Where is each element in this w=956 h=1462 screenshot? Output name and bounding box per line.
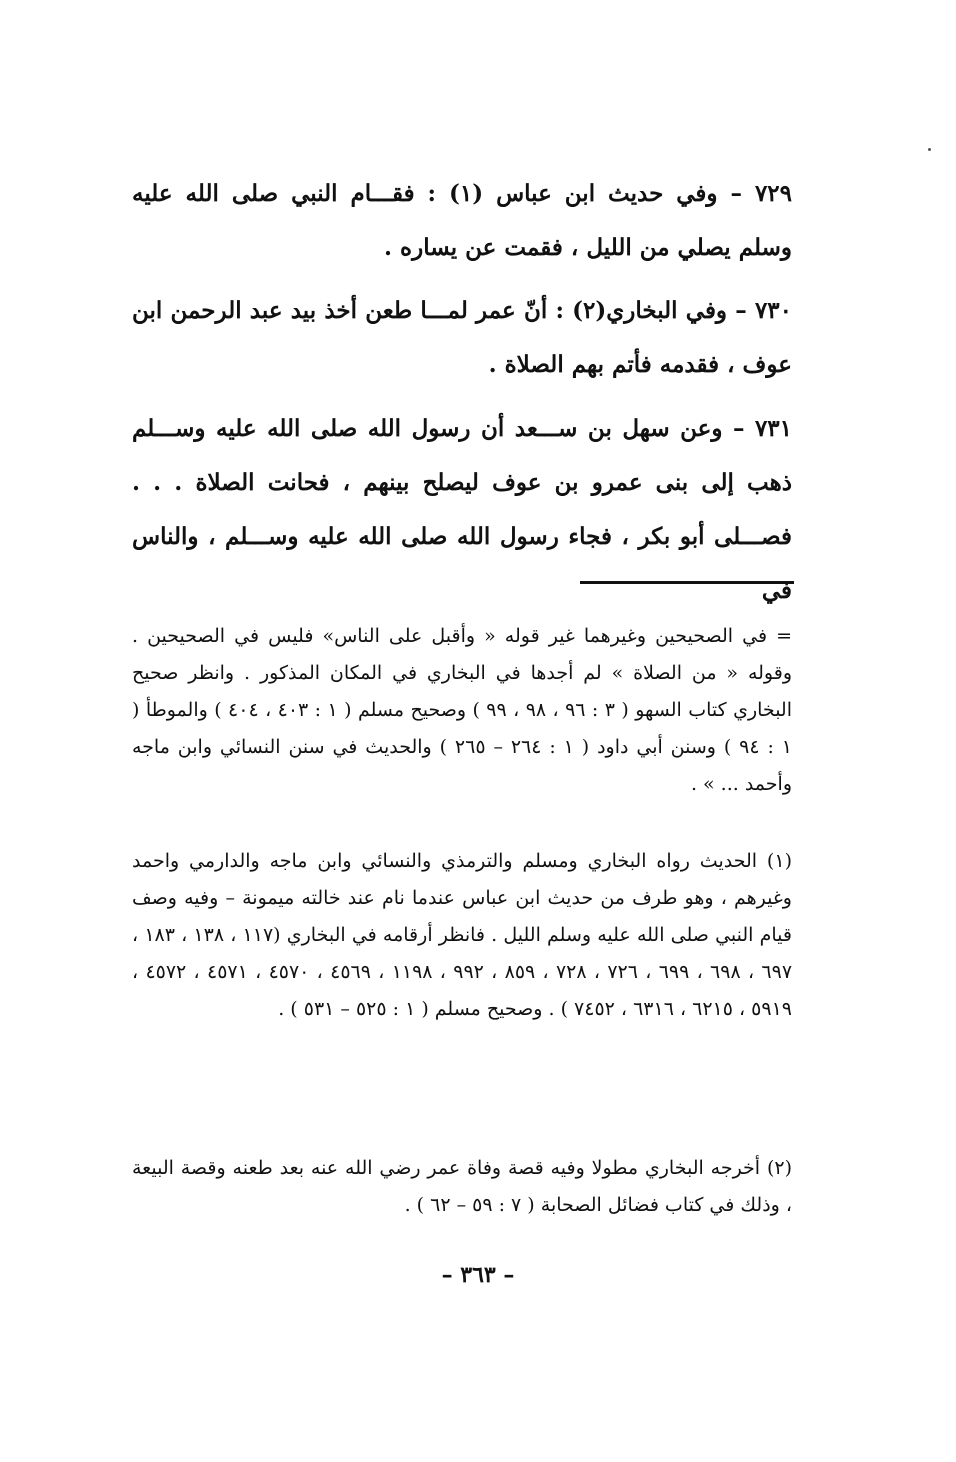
footnote-text: (٢) أخرجه البخاري مطولا وفيه قصة وفاة عمر رضي الله عنه بعد طعنه وقصة البيعة ، وذلك في كتاب فضائل الصحابة ( ٧ : ٥٩ – ٦٢ ) . bbox=[132, 1157, 792, 1216]
scan-speck bbox=[928, 148, 931, 151]
hadith-729 bbox=[132, 167, 792, 275]
footnote-1 bbox=[132, 843, 792, 1028]
hadith-text: ٧٢٩ – وفي حديث ابن عباس (١) : فقـــام النبي صلى الله عليه وسلم يصلي من الليل ، فقمت عن يساره . bbox=[132, 180, 792, 261]
hadith-730 bbox=[132, 284, 792, 392]
hadith-text: ٧٣١ – وعن سهل بن ســـعد أن رسول الله صلى الله عليه وســـلم ذهب إلى بنى عمرو بن عوف ليصلح بينهم ، فحانت الصلاة . . . فصـــلى أبو بكر ، فجاء رسول الله صلى الله عليه وســـلم ، والناس في bbox=[132, 415, 792, 604]
footnote-text: (١) الحديث رواه البخاري ومسلم والترمذي والنسائي وابن ماجه والدارمي واحمد وغيرهم ، وهو طرف من حديث ابن عباس عندما نام عند خالته ميمونة – وفيه وصف قيام النبي صلى الله عليه وسلم الليل . فانظر أرقامه في البخاري (١١٧ ، ١٣٨ ، ١٨٣ ، ٦٩٧ ، ٦٩٨ ، ٦٩٩ ، ٧٢٦ ، ٧٢٨ ، ٨٥٩ ، ٩٩٢ ، ١١٩٨ ، ٤٥٦٩ ، ٤٥٧٠ ، ٤٥٧١ ، ٤٥٧٢ ، ٥٩١٩ ، ٦٢١٥ ، ٦٣١٦ ، ٧٤٥٢ ) . وصحيح مسلم ( ١ : ٥٢٥ – ٥٣١ ) . bbox=[132, 850, 793, 1020]
page-number: – ٣٦٣ – bbox=[441, 1262, 515, 1288]
footnote-2 bbox=[132, 1150, 792, 1224]
footnote-continuation bbox=[132, 618, 792, 803]
hadith-text: ٧٣٠ – وفي البخاري(٢) : أنّ عمر لمـــا طعن أخذ بيد عبد الرحمن ابن عوف ، فقدمه فأتم بهم الصلاة . bbox=[132, 297, 793, 378]
hadith-731 bbox=[132, 402, 792, 618]
footnote-separator bbox=[580, 581, 794, 584]
footnote-text: = في الصحيحين وغيرهما غير قوله « وأقبل على الناس» فليس في الصحيحين . وقوله « من الصلاة » لم أجدها في البخاري في المكان المذكور . وانظر صحيح البخاري كتاب السهو ( ٣ : ٩٦ ، ٩٨ ، ٩٩ ) وصحيح مسلم ( ١ : ٤٠٣ ، ٤٠٤ ) والموطأ ( ١ : ٩٤ ) وسنن أبي داود ( ١ : ٢٦٤ – ٢٦٥ ) والحديث في سنن النسائي وابن ماجه وأحمد ... » . bbox=[132, 625, 793, 795]
